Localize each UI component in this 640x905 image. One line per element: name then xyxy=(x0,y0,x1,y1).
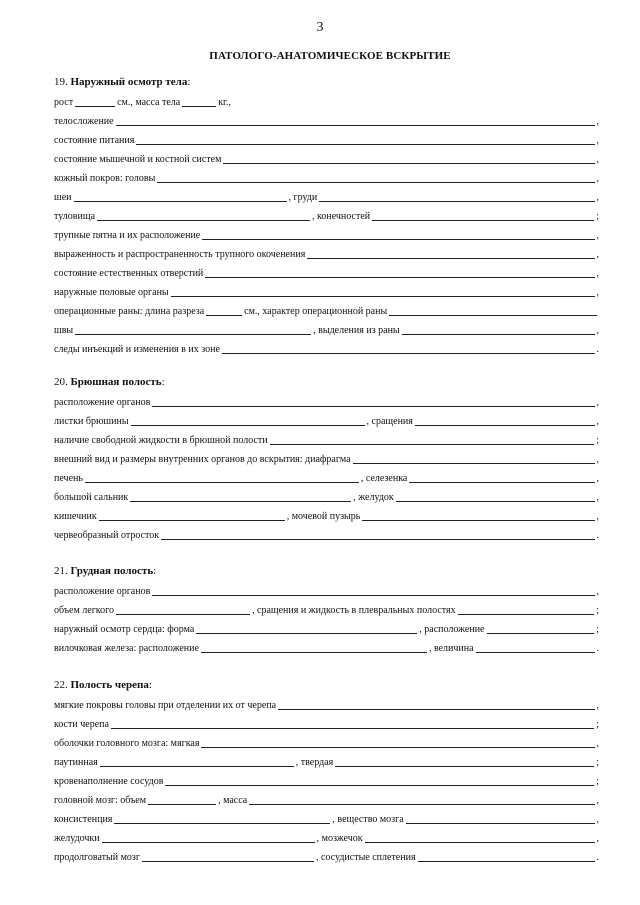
field-row-vessels: кровенаполнение сосудов ; xyxy=(54,776,599,787)
brain-substance-input[interactable] xyxy=(406,814,595,824)
abdominal-organ-position-input[interactable] xyxy=(152,397,594,407)
field-row-neck-chest: шеи , груди , xyxy=(54,192,599,203)
field-row-rigor-mortis: выраженность и распространенность трупного окоченения , xyxy=(54,249,599,260)
scalp-input[interactable] xyxy=(278,700,594,710)
page-title: ПАТОЛОГО-АНАТОМИЧЕСКОЕ ВСКРЫТИЕ xyxy=(209,50,451,62)
field-row-consistency: консистенция , вещество мозга , xyxy=(54,814,599,825)
field-row-genitals: наружные половые органы , xyxy=(54,287,599,298)
section-20-heading: 20. Брюшная полость: xyxy=(54,376,165,388)
livor-mortis-input[interactable] xyxy=(202,230,594,240)
choroid-plexus-input[interactable] xyxy=(418,852,595,862)
pia-mater-input[interactable] xyxy=(201,738,594,748)
lung-volume-input[interactable] xyxy=(116,605,250,615)
field-row-free-fluid: наличие свободной жидкости в брюшной полости ; xyxy=(54,435,599,446)
dura-mater-input[interactable] xyxy=(335,757,594,767)
consistency-input[interactable] xyxy=(114,814,330,824)
bladder-input[interactable] xyxy=(362,511,594,521)
section-22-heading: 22. Полость черепа: xyxy=(54,679,152,691)
rigor-mortis-input[interactable] xyxy=(307,249,594,259)
field-row-meninges-soft: оболочки головного мозга: мягкая , xyxy=(54,738,599,749)
thymus-position-input[interactable] xyxy=(201,643,427,653)
field-row-arachnoid-dura: паутинная , твердая ; xyxy=(54,757,599,768)
vessels-input[interactable] xyxy=(165,776,594,786)
heart-shape-input[interactable] xyxy=(196,624,417,634)
free-fluid-input[interactable] xyxy=(270,435,595,445)
ventricles-input[interactable] xyxy=(102,833,315,843)
neck-input[interactable] xyxy=(74,192,287,202)
field-row-thoracic-organ-position: расположение органов , xyxy=(54,586,599,597)
cerebellum-input[interactable] xyxy=(365,833,595,843)
field-row-orifices: состояние естественных отверстий , xyxy=(54,268,599,279)
limbs-input[interactable] xyxy=(372,211,594,221)
sutures-input[interactable] xyxy=(75,325,311,335)
skull-input[interactable] xyxy=(111,719,594,729)
field-row-appendix: червеобразный отросток . xyxy=(54,530,599,541)
intestine-input[interactable] xyxy=(99,511,285,521)
field-row-height-weight: рост см., масса тела кг., xyxy=(54,97,232,108)
genitals-input[interactable] xyxy=(171,287,595,297)
medulla-input[interactable] xyxy=(142,852,314,862)
wound-character-input[interactable] xyxy=(389,306,597,316)
abdominal-adhesions-input[interactable] xyxy=(415,416,595,426)
field-row-intestine-bladder: кишечник , мочевой пузырь , xyxy=(54,511,599,522)
field-row-brain-volume-mass: головной мозг: объем , масса , xyxy=(54,795,599,806)
field-row-sutures: швы , выделения из раны , xyxy=(54,325,599,336)
brain-volume-input[interactable] xyxy=(148,795,216,805)
chest-input[interactable] xyxy=(319,192,594,202)
field-row-diaphragm: внешний вид и размеры внутренних органов до вскрытия: диафрагма , xyxy=(54,454,599,465)
field-row-abdominal-organ-position: расположение органов , xyxy=(54,397,599,408)
section-21-heading: 21. Грудная полость: xyxy=(54,565,157,577)
heart-position-input[interactable] xyxy=(487,624,595,634)
liver-input[interactable] xyxy=(85,473,359,483)
field-row-peritoneum: листки брюшины , сращения , xyxy=(54,416,599,427)
field-row-nutrition: состояние питания , xyxy=(54,135,599,146)
brain-mass-input[interactable] xyxy=(249,795,594,805)
field-row-lung-volume: объем легкого , сращения и жидкость в плевральных полостях ; xyxy=(54,605,599,616)
stomach-input[interactable] xyxy=(396,492,595,502)
skin-head-input[interactable] xyxy=(157,173,594,183)
injections-input[interactable] xyxy=(222,344,595,354)
field-row-scalp: мягкие покровы головы при отделении их от черепа , xyxy=(54,700,599,711)
section-19-heading: 19. Наружный осмотр тела: xyxy=(54,76,191,88)
field-row-heart: наружный осмотр сердца: форма , расположение ; xyxy=(54,624,599,635)
weight-input[interactable] xyxy=(182,97,216,107)
omentum-input[interactable] xyxy=(130,492,351,502)
torso-input[interactable] xyxy=(97,211,310,221)
field-row-surgical-wounds: операционные раны: длина разреза см., характер операционной раны xyxy=(54,302,599,318)
field-row-torso-limbs: туловища , конечностей ; xyxy=(54,211,599,222)
field-row-omentum-stomach: большой сальник , желудок , xyxy=(54,492,599,503)
field-row-injections: следы инъекций и изменения в их зоне . xyxy=(54,344,599,355)
appendix-input[interactable] xyxy=(161,530,594,540)
diaphragm-input[interactable] xyxy=(353,454,595,464)
musculoskeletal-input[interactable] xyxy=(223,154,594,164)
field-row-build: телосложение , xyxy=(54,116,599,127)
field-row-liver-spleen: печень , селезенка , xyxy=(54,473,599,484)
field-row-musculoskeletal: состояние мышечной и костной систем , xyxy=(54,154,599,165)
page-number: 3 xyxy=(316,20,324,35)
field-row-ventricles-cerebellum: желудочки , мозжечок , xyxy=(54,833,599,844)
spleen-input[interactable] xyxy=(409,473,594,483)
thymus-size-input[interactable] xyxy=(476,643,595,653)
thoracic-organ-position-input[interactable] xyxy=(152,586,594,596)
field-row-livor-mortis: трупные пятна и их расположение , xyxy=(54,230,599,241)
orifices-input[interactable] xyxy=(205,268,594,278)
peritoneum-input[interactable] xyxy=(131,416,365,426)
incision-length-input[interactable] xyxy=(206,306,242,316)
field-row-skull: кости черепа ; xyxy=(54,719,599,730)
field-row-thymus: вилочковая железа: расположение , величина . xyxy=(54,643,599,654)
wound-discharge-input[interactable] xyxy=(402,325,595,335)
height-input[interactable] xyxy=(75,97,115,107)
pleural-input[interactable] xyxy=(458,605,595,615)
field-row-skin-head: кожный покров: головы , xyxy=(54,173,599,184)
build-input[interactable] xyxy=(116,116,595,126)
arachnoid-input[interactable] xyxy=(100,757,294,767)
nutrition-input[interactable] xyxy=(136,135,594,145)
field-row-medulla: продолговатый мозг , сосудистые сплетения . xyxy=(54,852,599,863)
